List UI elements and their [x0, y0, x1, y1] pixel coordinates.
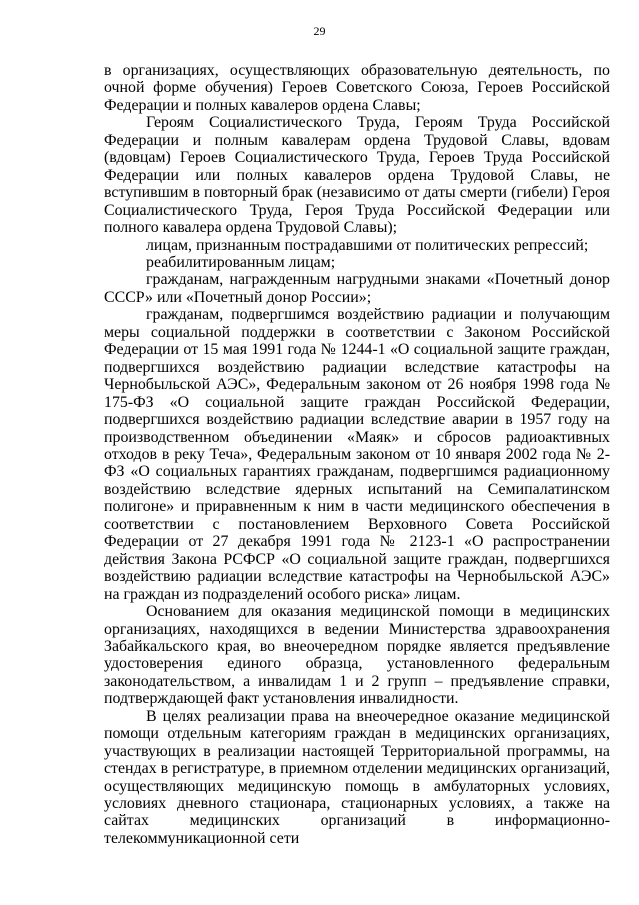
- paragraph: Основанием для оказания медицинской помощи в медицинских организациях, находящихся в ведении Министерства здравоохранения Забайкальского края, во внеочередном порядке является предъявление удостоверения единого образца, установленного федеральным законодательством, а инвалидам 1 и 2 групп – предъявление справки, подтверждающей факт установления инвалидности.: [104, 603, 610, 708]
- paragraph: гражданам, награжденным нагрудными знаками «Почетный донор СССР» или «Почетный донор России»;: [104, 271, 610, 306]
- paragraph: Героям Социалистического Труда, Героям Труда Российской Федерации и полным кавалерам ордена Трудовой Славы, вдовам (вдовцам) Героев Социалистического Труда, Героев Труда Российской Федерации или полных кавалеров ордена Трудовой Славы, не вступившим в повторный брак (независимо от даты смерти (гибели) Героя Социалистического Труда, Героя Труда Российской Федерации или полного кавалера ордена Трудовой Славы);: [104, 114, 610, 237]
- page-number: 29: [313, 24, 326, 38]
- document-body: [104, 62, 610, 847]
- paragraph: в организациях, осуществляющих образовательную деятельность, по очной форме обучения) Героев Советского Союза, Героев Российской Федерации и полных кавалеров ордена Славы;: [104, 62, 610, 114]
- paragraph: реабилитированным лицам;: [146, 253, 336, 271]
- paragraph: лицам, признанным пострадавшими от политических репрессий;: [146, 236, 589, 254]
- paragraph: В целях реализации права на внеочередное оказание медицинской помощи отдельным категориям граждан в медицинских организациях, участвующих в реализации настоящей Территориальной программы, на стендах в регистратуре, в приемном отделении медицинских организаций, осуществляющих медицинскую помощь в амбулаторных условиях, условиях дневного стационара, стационарных условиях, а также на сайтах медицинских организаций в информационно-телекоммуникационной сети: [104, 707, 610, 847]
- paragraph: гражданам, подвергшимся воздействию радиации и получающим меры социальной поддержки в соответствии с Законом Российской Федерации от 15 мая 1991 года № 1244-1 «О социальной защите граждан, подвергшихся воздействию радиации вследствие катастрофы на Чернобыльской АЭС», Федеральным законом от 26 ноября 1998 года № 175-ФЗ «О социальной защите граждан Российской Федерации, подвергшихся воздействию радиации вследствие аварии в 1957 году на производственном объединении «Маяк» и сбросов радиоактивных отходов в реку Теча», Федеральным законом от 10 января 2002 года № 2-ФЗ «О социальных гарантиях гражданам, подвергшимся радиационному воздействию вследствие ядерных испытаний на Семипалатинском полигоне» и приравненным к ним в части медицинского обеспечения в соответствии с постановлением Верховного Совета Российской Федерации от 27 декабря 1991 года № 2123-1 «О распространении действия Закона РСФСР «О социальной защите граждан, подвергшихся воздействию радиации вследствие катастрофы на Чернобыльской АЭС» на граждан из подразделений особого риска» лицам.: [104, 306, 610, 603]
